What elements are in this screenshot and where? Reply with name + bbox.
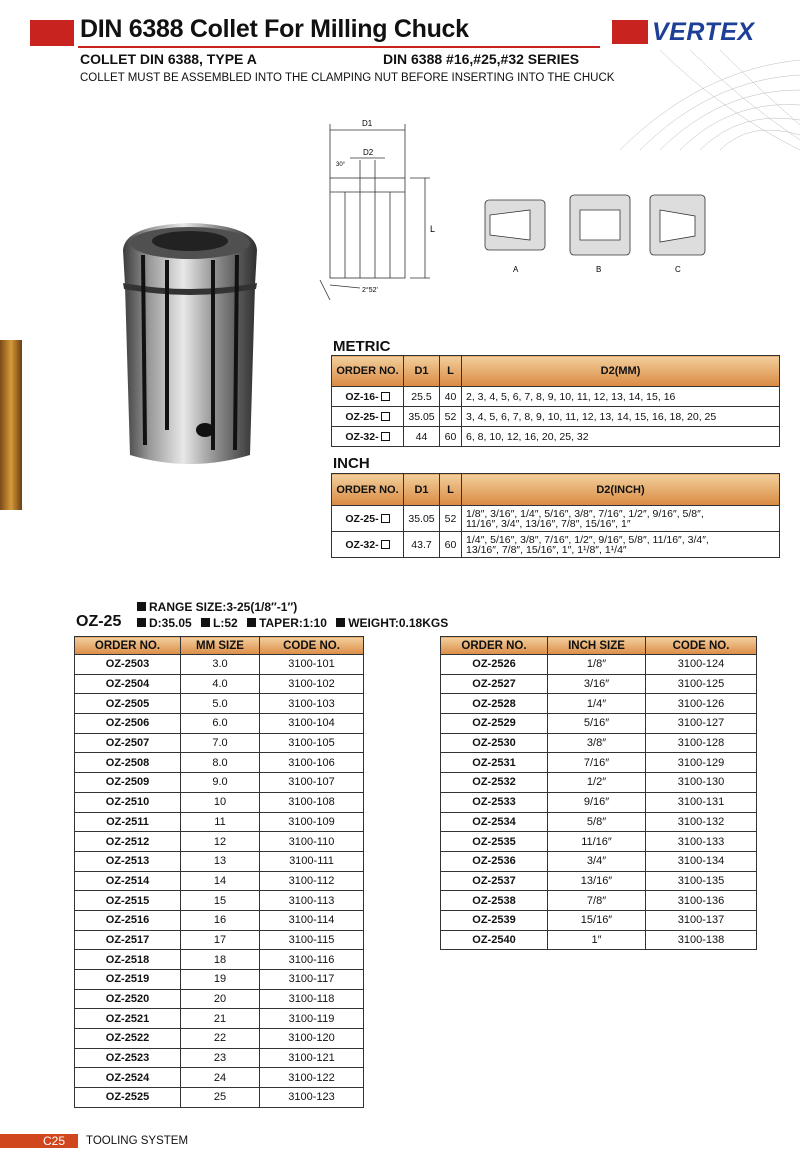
- inch-size: 9/16″: [548, 792, 646, 812]
- code-no: 3100-110: [260, 832, 364, 852]
- mm-size: 18: [181, 950, 260, 970]
- table-row: [75, 989, 364, 1009]
- order-no: OZ-2527: [441, 674, 548, 694]
- code-no: 3100-128: [646, 733, 757, 753]
- d2-values-line1: 1/8″, 3/16″, 1/4″, 5/16″, 3/8″, 7/16″, 1/2″, 9/16″, 5/8″,: [466, 507, 704, 520]
- mm-size: 10: [181, 792, 260, 812]
- order-no: OZ-25-: [345, 410, 379, 423]
- col-inch-size: INCH SIZE: [548, 637, 646, 655]
- order-no: OZ-2508: [75, 753, 181, 773]
- d2-values-line2: 13/16″, 7/8″, 15/16″, 1″, 1¹/8″, 1¹/4″: [466, 543, 627, 556]
- order-no: OZ-2521: [75, 1009, 181, 1029]
- col-mm-size: MM SIZE: [181, 637, 260, 655]
- mm-size: 13: [181, 851, 260, 871]
- order-no: OZ-2536: [441, 851, 548, 871]
- d2-label: D2: [363, 148, 374, 157]
- size-checkbox-icon: [381, 540, 390, 549]
- d2-values: [462, 532, 780, 558]
- code-no: 3100-112: [260, 871, 364, 891]
- mm-size: 15: [181, 891, 260, 911]
- assembly-steps-diagram: [470, 180, 720, 280]
- order-no: OZ-2520: [75, 989, 181, 1009]
- order-no: OZ-2525: [75, 1088, 181, 1108]
- mm-size: 4.0: [181, 674, 260, 694]
- order-no: OZ-2506: [75, 714, 181, 734]
- table-row: [75, 970, 364, 990]
- table-row: [75, 714, 364, 734]
- code-no: 3100-127: [646, 714, 757, 734]
- table-row: [332, 407, 780, 427]
- model-number: OZ-25: [76, 613, 122, 630]
- order-no: OZ-2522: [75, 1029, 181, 1049]
- range-size-text: RANGE SIZE:3-25(1/8″-1″): [149, 600, 298, 614]
- bullet-square-icon: [201, 618, 210, 627]
- step-b-label: B: [596, 265, 602, 274]
- collet-dimension-drawing: [300, 110, 450, 300]
- order-no: OZ-2532: [441, 773, 548, 793]
- table-row: [441, 891, 757, 911]
- inch-size-table: [440, 636, 757, 950]
- d-spec: D:35.05: [149, 616, 192, 630]
- d1-value: 43.7: [404, 532, 440, 558]
- l-value: 60: [440, 427, 462, 447]
- table-row: [75, 832, 364, 852]
- table-row: [75, 910, 364, 930]
- mm-size: 9.0: [181, 773, 260, 793]
- code-no: 3100-118: [260, 989, 364, 1009]
- order-no: OZ-2510: [75, 792, 181, 812]
- inch-size: 3/8″: [548, 733, 646, 753]
- inch-size: 3/16″: [548, 674, 646, 694]
- order-no: OZ-2535: [441, 832, 548, 852]
- angle-bottom-label: 2°52': [362, 287, 378, 294]
- order-no: OZ-2519: [75, 970, 181, 990]
- table-row: [75, 1029, 364, 1049]
- mm-size: 21: [181, 1009, 260, 1029]
- code-no: 3100-104: [260, 714, 364, 734]
- d1-value: 35.05: [404, 506, 440, 532]
- col-order-no: ORDER NO.: [332, 474, 404, 506]
- order-no: OZ-32-: [345, 538, 379, 551]
- col-order-no: ORDER NO.: [441, 637, 548, 655]
- table-row: [441, 733, 757, 753]
- l-value: 52: [440, 407, 462, 427]
- d2-values: 3, 4, 5, 6, 7, 8, 9, 10, 11, 12, 13, 14, 15, 16, 18, 20, 25: [462, 407, 780, 427]
- order-no: OZ-2511: [75, 812, 181, 832]
- col-code-no: CODE NO.: [260, 637, 364, 655]
- col-d1: D1: [404, 474, 440, 506]
- order-no: OZ-32-: [345, 430, 379, 443]
- mm-size: 6.0: [181, 714, 260, 734]
- taper-spec: TAPER:1:10: [259, 616, 327, 630]
- inch-size: 5/16″: [548, 714, 646, 734]
- l-label: L: [430, 224, 436, 234]
- order-no: OZ-2539: [441, 910, 548, 930]
- weight-spec: WEIGHT:0.18KGS: [348, 616, 449, 630]
- size-checkbox-icon: [381, 412, 390, 421]
- order-no: OZ-25-: [345, 512, 379, 525]
- side-photo-strip: [0, 340, 22, 510]
- table-row: [75, 1068, 364, 1088]
- table-row: [441, 655, 757, 675]
- table-row: [441, 674, 757, 694]
- d1-value: 35.05: [404, 407, 440, 427]
- size-checkbox-icon: [381, 392, 390, 401]
- col-l: L: [440, 474, 462, 506]
- table-row: [441, 773, 757, 793]
- code-no: 3100-129: [646, 753, 757, 773]
- bullet-square-icon: [336, 618, 345, 627]
- d1-value: 44: [404, 427, 440, 447]
- d2-values: 2, 3, 4, 5, 6, 7, 8, 9, 10, 11, 12, 13, 14, 15, 16: [462, 387, 780, 407]
- code-no: 3100-137: [646, 910, 757, 930]
- table-row: [75, 694, 364, 714]
- inch-size: 7/16″: [548, 753, 646, 773]
- mm-size: 23: [181, 1048, 260, 1068]
- dimension-specs: [137, 616, 448, 630]
- size-checkbox-icon: [381, 514, 390, 523]
- table-row: [441, 812, 757, 832]
- inch-size: 13/16″: [548, 871, 646, 891]
- code-no: 3100-109: [260, 812, 364, 832]
- code-no: 3100-121: [260, 1048, 364, 1068]
- code-no: 3100-134: [646, 851, 757, 871]
- table-row: [75, 1088, 364, 1108]
- col-d1: D1: [404, 356, 440, 387]
- inch-size: 5/8″: [548, 812, 646, 832]
- assembly-note: COLLET MUST BE ASSEMBLED INTO THE CLAMPING NUT BEFORE INSERTING INTO THE CHUCK: [80, 72, 615, 84]
- code-no: 3100-122: [260, 1068, 364, 1088]
- table-row: [441, 753, 757, 773]
- mm-size: 8.0: [181, 753, 260, 773]
- d2-values-line1: 1/4″, 5/16″, 3/8″, 7/16″, 1/2″, 9/16″, 5/8″, 11/16″, 3/4″,: [466, 533, 709, 546]
- d1-value: 25.5: [404, 387, 440, 407]
- order-no: OZ-2537: [441, 871, 548, 891]
- code-no: 3100-108: [260, 792, 364, 812]
- col-code-no: CODE NO.: [646, 637, 757, 655]
- code-no: 3100-130: [646, 773, 757, 793]
- table-row: [75, 733, 364, 753]
- table-row: [75, 773, 364, 793]
- code-no: 3100-131: [646, 792, 757, 812]
- order-no: OZ-2533: [441, 792, 548, 812]
- col-d2-inch: D2(INCH): [462, 474, 780, 506]
- metric-section-title: METRIC: [333, 338, 391, 355]
- order-no: OZ-2528: [441, 694, 548, 714]
- l-value: 40: [440, 387, 462, 407]
- metric-spec-table: [331, 355, 780, 447]
- d1-label: D1: [362, 119, 373, 128]
- bullet-square-icon: [247, 618, 256, 627]
- code-no: 3100-123: [260, 1088, 364, 1108]
- inch-size: 1/2″: [548, 773, 646, 793]
- order-no: OZ-16-: [345, 390, 379, 403]
- table-row: [75, 871, 364, 891]
- order-no: OZ-2503: [75, 655, 181, 675]
- mm-size: 25: [181, 1088, 260, 1108]
- table-row: [441, 832, 757, 852]
- table-row: [332, 532, 780, 558]
- step-c-label: C: [675, 265, 681, 274]
- order-no: OZ-2509: [75, 773, 181, 793]
- order-no: OZ-2516: [75, 910, 181, 930]
- table-row: [75, 930, 364, 950]
- code-no: 3100-119: [260, 1009, 364, 1029]
- order-no: OZ-2538: [441, 891, 548, 911]
- code-no: 3100-113: [260, 891, 364, 911]
- code-no: 3100-138: [646, 930, 757, 950]
- range-size-spec: [137, 600, 297, 614]
- order-no: OZ-2524: [75, 1068, 181, 1088]
- code-no: 3100-114: [260, 910, 364, 930]
- inch-section-title: INCH: [333, 455, 370, 472]
- table-row: [441, 930, 757, 950]
- step-a-label: A: [513, 265, 519, 274]
- code-no: 3100-105: [260, 733, 364, 753]
- order-no: OZ-2534: [441, 812, 548, 832]
- order-no: OZ-2504: [75, 674, 181, 694]
- brand-wordmark: VERTEX: [652, 18, 755, 46]
- code-no: 3100-124: [646, 655, 757, 675]
- order-no: OZ-2526: [441, 655, 548, 675]
- title-underline: [78, 46, 600, 48]
- table-row: [441, 694, 757, 714]
- col-l: L: [440, 356, 462, 387]
- mm-size: 7.0: [181, 733, 260, 753]
- table-row: [75, 753, 364, 773]
- mm-size: 14: [181, 871, 260, 891]
- order-no: OZ-2505: [75, 694, 181, 714]
- inch-size: 3/4″: [548, 851, 646, 871]
- code-no: 3100-111: [260, 851, 364, 871]
- decorative-mesh: [600, 50, 800, 150]
- code-no: 3100-102: [260, 674, 364, 694]
- table-row: [441, 871, 757, 891]
- mm-size: 17: [181, 930, 260, 950]
- table-row: [332, 427, 780, 447]
- page-number: C25: [30, 1134, 78, 1148]
- col-order-no: ORDER NO.: [332, 356, 404, 387]
- order-no: OZ-2523: [75, 1048, 181, 1068]
- l-spec: L:52: [213, 616, 238, 630]
- inch-size: 11/16″: [548, 832, 646, 852]
- code-no: 3100-117: [260, 970, 364, 990]
- table-row: [441, 851, 757, 871]
- inch-size: 1″: [548, 930, 646, 950]
- d2-values: 6, 8, 10, 12, 16, 20, 25, 32: [462, 427, 780, 447]
- table-row: [75, 655, 364, 675]
- d2-values-line2: 11/16″, 3/4″, 13/16″, 7/8″, 15/16″, 1″: [466, 517, 631, 530]
- mm-size: 19: [181, 970, 260, 990]
- bullet-square-icon: [137, 618, 146, 627]
- vertex-logo: [612, 18, 784, 46]
- code-no: 3100-133: [646, 832, 757, 852]
- table-row: [75, 1009, 364, 1029]
- col-order-no: ORDER NO.: [75, 637, 181, 655]
- inch-size: 1/8″: [548, 655, 646, 675]
- code-no: 3100-136: [646, 891, 757, 911]
- collet-type-subtitle: COLLET DIN 6388, TYPE A: [80, 51, 257, 67]
- code-no: 3100-125: [646, 674, 757, 694]
- order-no: OZ-2518: [75, 950, 181, 970]
- page-title: DIN 6388 Collet For Milling Chuck: [80, 15, 469, 43]
- brand-mark-icon: [612, 20, 648, 44]
- brand-flag-logo: [30, 20, 74, 46]
- code-no: 3100-132: [646, 812, 757, 832]
- code-no: 3100-115: [260, 930, 364, 950]
- inch-size: 1/4″: [548, 694, 646, 714]
- table-row: [75, 1048, 364, 1068]
- table-row: [75, 891, 364, 911]
- angle-top-label: 30°: [336, 162, 346, 168]
- table-row: [441, 792, 757, 812]
- code-no: 3100-116: [260, 950, 364, 970]
- inch-size: 7/8″: [548, 891, 646, 911]
- order-no: OZ-2513: [75, 851, 181, 871]
- mm-size: 24: [181, 1068, 260, 1088]
- mm-size: 12: [181, 832, 260, 852]
- footer-label: TOOLING SYSTEM: [86, 1135, 189, 1147]
- table-row: [75, 851, 364, 871]
- code-no: 3100-135: [646, 871, 757, 891]
- code-no: 3100-126: [646, 694, 757, 714]
- code-no: 3100-106: [260, 753, 364, 773]
- l-value: 60: [440, 532, 462, 558]
- mm-size: 11: [181, 812, 260, 832]
- footer-accent-bar: [0, 1134, 30, 1148]
- table-row: [75, 674, 364, 694]
- table-row: [441, 910, 757, 930]
- table-row: [441, 714, 757, 734]
- mm-size: 22: [181, 1029, 260, 1049]
- code-no: 3100-120: [260, 1029, 364, 1049]
- size-checkbox-icon: [381, 432, 390, 441]
- mm-size-table: [74, 636, 364, 1108]
- order-no: OZ-2512: [75, 832, 181, 852]
- order-no: OZ-2531: [441, 753, 548, 773]
- mm-size: 16: [181, 910, 260, 930]
- bullet-square-icon: [137, 602, 146, 611]
- mm-size: 5.0: [181, 694, 260, 714]
- code-no: 3100-101: [260, 655, 364, 675]
- order-no: OZ-2540: [441, 930, 548, 950]
- table-row: [75, 812, 364, 832]
- table-row: [332, 387, 780, 407]
- inch-size: 15/16″: [548, 910, 646, 930]
- order-no: OZ-2515: [75, 891, 181, 911]
- order-no: OZ-2517: [75, 930, 181, 950]
- l-value: 52: [440, 506, 462, 532]
- series-subtitle: DIN 6388 #16,#25,#32 SERIES: [383, 51, 580, 67]
- table-row: [75, 950, 364, 970]
- order-no: OZ-2507: [75, 733, 181, 753]
- order-no: OZ-2514: [75, 871, 181, 891]
- inch-spec-table: [331, 473, 780, 558]
- d2-values: [462, 506, 780, 532]
- mm-size: 20: [181, 989, 260, 1009]
- table-row: [332, 506, 780, 532]
- collet-photo: [105, 215, 275, 470]
- col-d2-mm: D2(MM): [462, 356, 780, 387]
- order-no: OZ-2530: [441, 733, 548, 753]
- table-row: [75, 792, 364, 812]
- code-no: 3100-107: [260, 773, 364, 793]
- order-no: OZ-2529: [441, 714, 548, 734]
- mm-size: 3.0: [181, 655, 260, 675]
- code-no: 3100-103: [260, 694, 364, 714]
